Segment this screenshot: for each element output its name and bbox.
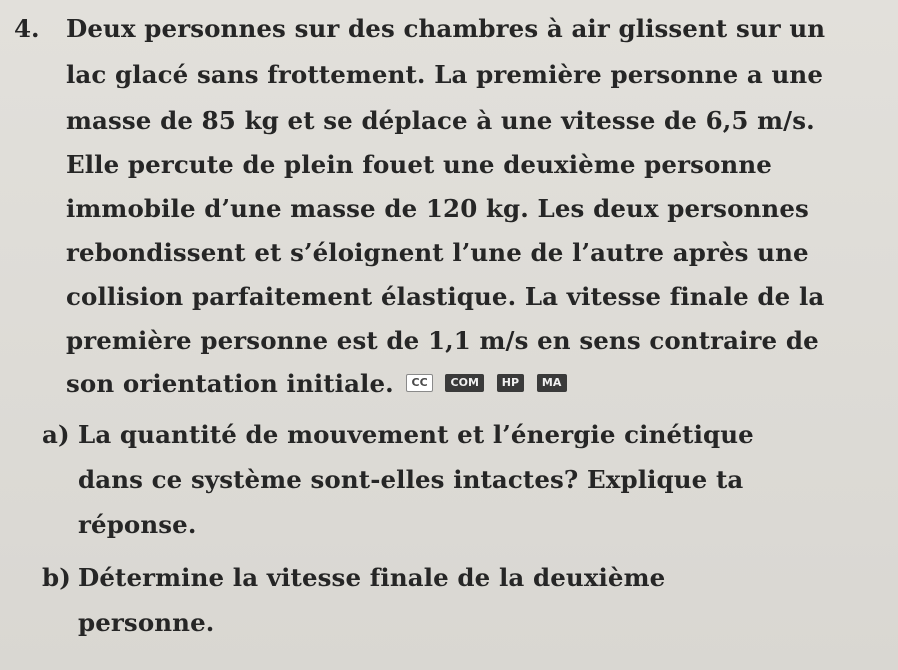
part-b-label: b) — [42, 563, 71, 592]
question-line-8: première personne est de 1,1 m/s en sens contraire de — [66, 326, 819, 355]
question-line-9 — [66, 369, 567, 399]
part-b-line-1: Détermine la vitesse finale de la deuxième — [78, 563, 666, 592]
competency-tag-cc: CC — [406, 374, 432, 392]
competency-tag-hp: HP — [497, 374, 524, 392]
part-b-line-2: personne. — [78, 608, 215, 637]
question-line-6: rebondissent et s’éloignent l’une de l’autre après une — [66, 238, 809, 267]
question-line-4: Elle percute de plein fouet une deuxième personne — [66, 150, 772, 179]
part-a-line-3: réponse. — [78, 510, 197, 539]
competency-tag-ma: MA — [537, 374, 567, 392]
competency-tag-com: COM — [445, 374, 484, 392]
question-number: 4. — [14, 14, 40, 43]
question-line-3: masse de 85 kg et se déplace à une vitesse de 6,5 m/s. — [66, 106, 815, 135]
question-line-2: lac glacé sans frottement. La première personne a une — [66, 60, 824, 89]
question-line-7: collision parfaitement élastique. La vitesse finale de la — [66, 282, 825, 311]
question-line-1: Deux personnes sur des chambres à air glissent sur un — [66, 14, 826, 43]
question-line-9-text: son orientation initiale. — [66, 369, 394, 398]
part-a-line-1: La quantité de mouvement et l’énergie cinétique — [78, 420, 754, 449]
question-line-5: immobile d’une masse de 120 kg. Les deux personnes — [66, 194, 809, 223]
part-a-line-2: dans ce système sont-elles intactes? Explique ta — [78, 465, 744, 494]
part-a-label: a) — [42, 420, 70, 449]
